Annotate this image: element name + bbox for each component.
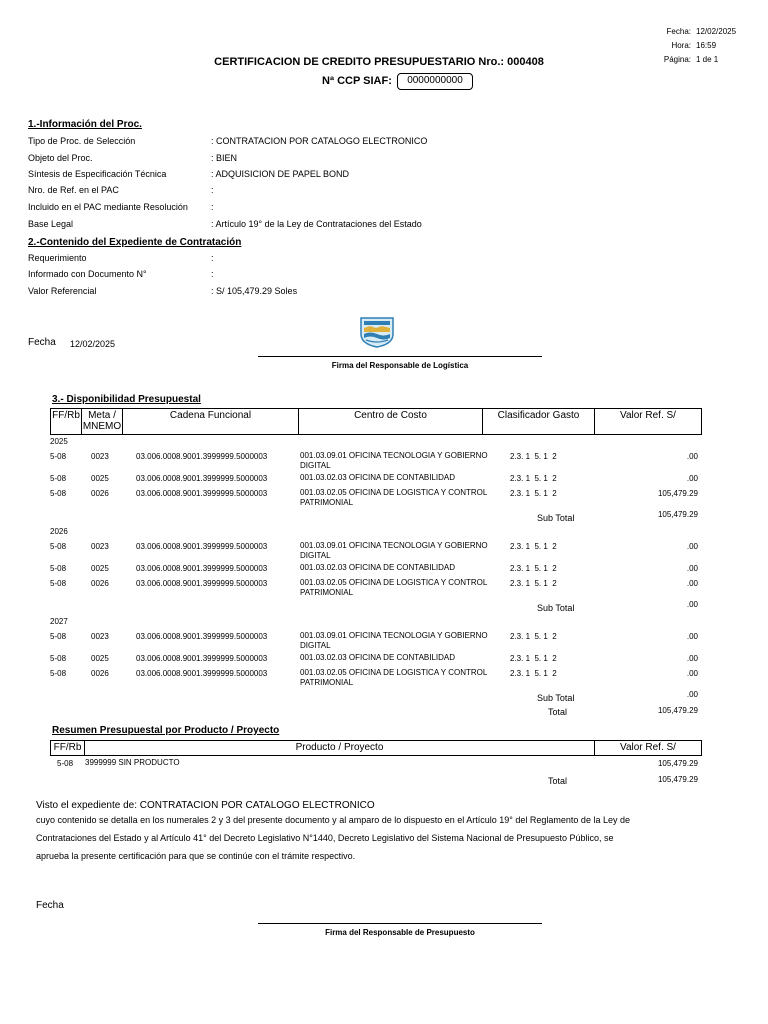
row-ff: 5-08 (50, 489, 67, 498)
row-valor: 105,479.29 (657, 489, 698, 498)
resumen-row-ff: 5-08 (57, 759, 74, 768)
field-value: : (211, 202, 214, 212)
subtotal-value: .00 (686, 600, 698, 609)
resumen-row-producto: 3999999 SIN PRODUCTO (85, 758, 180, 767)
header-centro: Centro de Costo (299, 409, 483, 434)
year-label: 2025 (50, 437, 68, 446)
header-ff-rb: FF/Rb (51, 409, 82, 434)
visto-line-4: aprueba la presente certificación para que se continúe con el trámite respectivo. (36, 851, 356, 861)
meta-pagina-value: 1 de 1 (696, 55, 719, 64)
row-meta: 0025 (91, 564, 109, 573)
field-value: : BIEN (211, 153, 238, 163)
row-centro: 001.03.09.01 OFICINA TECNOLOGIA Y GOBIERNO DIGITAL (300, 451, 488, 470)
institution-seal-logo (358, 314, 396, 348)
row-clasificador: 2.3. 1 5. 1 2 (510, 632, 557, 641)
row-ff: 5-08 (50, 564, 67, 573)
field-label: Requerimiento (28, 253, 87, 263)
row-cadena: 03.006.0008.9001.3999999.5000003 (136, 564, 268, 573)
row-valor: .00 (686, 542, 698, 551)
row-clasificador: 2.3. 1 5. 1 2 (510, 564, 557, 573)
row-meta: 0026 (91, 579, 109, 588)
field-value: : (211, 269, 214, 279)
document-title: CERTIFICACION DE CREDITO PRESUPUESTARIO Nro.: 000408 (214, 56, 544, 68)
field-label: Tipo de Proc. de Selección (28, 136, 136, 146)
row-valor: .00 (686, 474, 698, 483)
row-cadena: 03.006.0008.9001.3999999.5000003 (136, 452, 268, 461)
row-meta: 0023 (91, 632, 109, 641)
row-meta: 0025 (91, 654, 109, 663)
row-ff: 5-08 (50, 579, 67, 588)
header-meta: Meta / MNEMO (82, 410, 122, 432)
row-clasificador: 2.3. 1 5. 1 2 (510, 579, 557, 588)
resumen-header-producto: Producto / Proyecto (85, 741, 595, 755)
row-valor: .00 (686, 669, 698, 678)
visto-line-1: Visto el expediente de: CONTRATACION POR CATALOGO ELECTRONICO (36, 800, 375, 811)
section3-title: 3.- Disponibilidad Presupuestal (52, 394, 201, 405)
row-meta: 0023 (91, 542, 109, 551)
field-label: Nro. de Ref. en el PAC (28, 185, 119, 195)
row-ff: 5-08 (50, 632, 67, 641)
field-label: Base Legal (28, 219, 74, 229)
visto-line-3: Contrataciones del Estado y al Artículo 41° del Decreto Legislativo N°1440, Decreto Legislativo del Sistema Nacional de Presupuesto Público, se (36, 833, 614, 843)
subtotal-label: Sub Total (537, 693, 575, 703)
ccp-siaf-label: Nª CCP SIAF: (322, 75, 392, 87)
header-cadena: Cadena Funcional (123, 409, 299, 434)
resumen-header-ff: FF/Rb (51, 741, 85, 755)
meta-hora-value: 16:59 (696, 41, 717, 50)
row-cadena: 03.006.0008.9001.3999999.5000003 (136, 669, 268, 678)
meta-pagina-label: Página: (663, 55, 691, 64)
resumen-header-valor: Valor Ref. S/ (620, 742, 676, 753)
row-centro: 001.03.02.05 OFICINA DE LOGISTICA Y CONTROL PATRIMONIAL (300, 488, 488, 507)
row-ff: 5-08 (50, 452, 67, 461)
row-meta: 0023 (91, 452, 109, 461)
field-value: : (211, 253, 214, 263)
row-clasificador: 2.3. 1 5. 1 2 (510, 474, 557, 483)
meta-hora-label: Hora: (671, 41, 691, 50)
field-value: : ADQUISICION DE PAPEL BOND (211, 169, 350, 179)
row-cadena: 03.006.0008.9001.3999999.5000003 (136, 632, 268, 641)
field-label: Informado con Documento N° (28, 269, 147, 279)
resumen-row-valor: 105,479.29 (657, 759, 698, 768)
subtotal-label: Sub Total (537, 603, 575, 613)
subtotal-label: Sub Total (537, 513, 575, 523)
year-label: 2027 (50, 617, 68, 626)
row-clasificador: 2.3. 1 5. 1 2 (510, 489, 557, 498)
budget-total-value: 105,479.29 (657, 706, 698, 715)
resumen-total-value: 105,479.29 (657, 775, 698, 784)
field-label: Objeto del Proc. (28, 153, 93, 163)
row-valor: .00 (686, 564, 698, 573)
row-centro: 001.03.02.03 OFICINA DE CONTABILIDAD (300, 653, 456, 662)
row-cadena: 03.006.0008.9001.3999999.5000003 (136, 654, 268, 663)
row-clasificador: 2.3. 1 5. 1 2 (510, 654, 557, 663)
presupuesto-firma-label: Firma del Responsable de Presupuesto (325, 928, 475, 937)
row-cadena: 03.006.0008.9001.3999999.5000003 (136, 489, 268, 498)
section1-title: 1.-Información del Proc. (28, 119, 142, 130)
row-ff: 5-08 (50, 542, 67, 551)
row-valor: .00 (686, 579, 698, 588)
visto-line-2: cuyo contenido se detalla en los numerales 2 y 3 del presente documento y al amparo de lo dispuesto en el Artículo 19° del Reglamento de la Ley de (36, 815, 630, 825)
row-centro: 001.03.02.03 OFICINA DE CONTABILIDAD (300, 473, 456, 482)
meta-fecha-label: Fecha: (666, 27, 691, 36)
section2-title: 2.-Contenido del Expediente de Contratación (28, 237, 242, 248)
budget-total-label: Total (548, 707, 568, 717)
row-cadena: 03.006.0008.9001.3999999.5000003 (136, 474, 268, 483)
row-valor: .00 (686, 452, 698, 461)
row-ff: 5-08 (50, 474, 67, 483)
year-label: 2026 (50, 527, 68, 536)
logistica-fecha-value: 12/02/2025 (70, 339, 116, 349)
field-label: Valor Referencial (28, 286, 97, 296)
subtotal-value: .00 (686, 690, 698, 699)
row-centro: 001.03.02.03 OFICINA DE CONTABILIDAD (300, 563, 456, 572)
resumen-table-header (50, 740, 702, 756)
row-ff: 5-08 (50, 669, 67, 678)
ccp-siaf-value-box: 0000000000 (397, 73, 473, 90)
row-centro: 001.03.09.01 OFICINA TECNOLOGIA Y GOBIERNO DIGITAL (300, 541, 488, 560)
row-cadena: 03.006.0008.9001.3999999.5000003 (136, 579, 268, 588)
subtotal-value: 105,479.29 (657, 510, 698, 519)
presupuesto-fecha-label: Fecha (36, 900, 64, 911)
field-label: Síntesis de Especificación Técnica (28, 169, 167, 179)
presupuesto-signature-line (258, 923, 542, 924)
logistica-fecha-label: Fecha (28, 337, 56, 348)
meta-fecha-value: 12/02/2025 (696, 27, 737, 36)
logistica-signature-line (258, 356, 542, 357)
row-cadena: 03.006.0008.9001.3999999.5000003 (136, 542, 268, 551)
row-meta: 0026 (91, 669, 109, 678)
row-valor: .00 (686, 632, 698, 641)
field-label: Incluido en el PAC mediante Resolución (28, 202, 188, 212)
row-centro: 001.03.02.05 OFICINA DE LOGISTICA Y CONTROL PATRIMONIAL (300, 668, 488, 687)
field-value: : CONTRATACION POR CATALOGO ELECTRONICO (211, 136, 428, 146)
resumen-total-label: Total (548, 776, 568, 786)
row-valor: .00 (686, 654, 698, 663)
row-clasificador: 2.3. 1 5. 1 2 (510, 669, 557, 678)
row-meta: 0026 (91, 489, 109, 498)
row-clasificador: 2.3. 1 5. 1 2 (510, 542, 557, 551)
row-ff: 5-08 (50, 654, 67, 663)
field-value: : (211, 185, 214, 195)
logistica-firma-label: Firma del Responsable de Logística (331, 361, 469, 370)
field-value: : S/ 105,479.29 Soles (211, 286, 298, 296)
resumen-title: Resumen Presupuestal por Producto / Proyecto (52, 725, 280, 736)
row-centro: 001.03.02.05 OFICINA DE LOGISTICA Y CONTROL PATRIMONIAL (300, 578, 488, 597)
row-clasificador: 2.3. 1 5. 1 2 (510, 452, 557, 461)
row-meta: 0025 (91, 474, 109, 483)
header-clasificador: Clasificador Gasto (483, 409, 595, 434)
row-centro: 001.03.09.01 OFICINA TECNOLOGIA Y GOBIERNO DIGITAL (300, 631, 488, 650)
budget-table-header (50, 408, 702, 435)
field-value: : Artículo 19° de la Ley de Contrataciones del Estado (211, 219, 422, 229)
header-valor: Valor Ref. S/ (620, 410, 676, 421)
